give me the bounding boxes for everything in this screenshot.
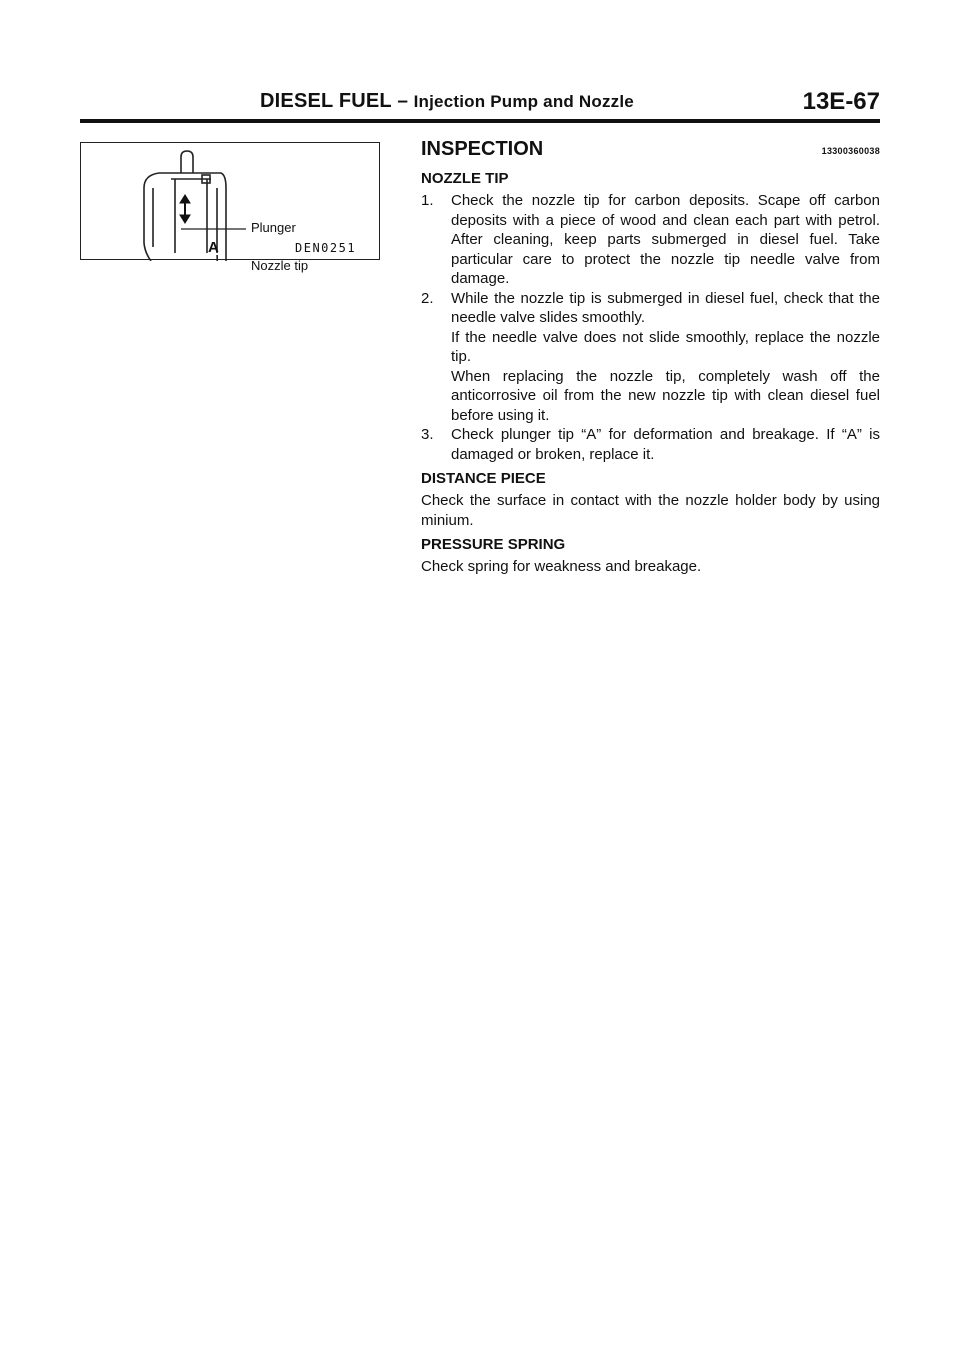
step-1 <box>421 191 880 289</box>
step-paragraph: Check plunger tip “A” for deformation and breakage. If “A” is damaged or broken, replace it. <box>451 426 880 463</box>
distance-piece-text: Check the surface in contact with the nozzle holder body by using minium. <box>421 492 880 529</box>
inspection-section <box>421 138 880 581</box>
inspection-code: 13300360038 <box>821 146 880 156</box>
plunger-label: Plunger <box>251 220 296 235</box>
nozzle-tip-steps <box>421 191 880 464</box>
step-paragraph: If the needle valve does not slide smoothly, replace the nozzle tip. <box>451 328 880 365</box>
distance-piece-heading: DISTANCE PIECE <box>421 470 546 487</box>
header-title-dash: – <box>397 91 409 112</box>
step-number: 2. <box>421 289 434 307</box>
page-header <box>80 88 880 118</box>
inspection-heading <box>421 138 880 164</box>
step-paragraph: While the nozzle tip is submerged in diesel fuel, check that the needle valve slides smoothly. <box>451 289 880 326</box>
pressure-spring-heading: PRESSURE SPRING <box>421 536 566 553</box>
up-down-arrow-icon <box>180 195 190 223</box>
step-paragraph: When replacing the nozzle tip, completely wash off the anticorrosive oil from the new nozzle tip with clean diesel fuel before using it. <box>451 367 880 424</box>
nozzle-figure <box>80 142 380 273</box>
header-title-main: DIESEL FUEL <box>260 90 392 112</box>
step-3 <box>421 425 880 464</box>
nozzle-tip-label: Nozzle tip <box>251 258 309 273</box>
header-title <box>260 90 634 113</box>
step-number: 1. <box>421 192 434 209</box>
header-title-sub: Injection Pump and Nozzle <box>413 92 634 111</box>
header-rule <box>80 119 880 123</box>
step-2 <box>421 289 880 426</box>
pressure-spring-text: Check spring for weakness and breakage. <box>421 558 702 575</box>
nozzle-tip-heading: NOZZLE TIP <box>421 170 509 187</box>
step-paragraph: Check the nozzle tip for carbon deposits. Scape off carbon deposits with a piece of wood and clean each part with petrol. After cleaning, keep parts submerged in diesel fuel. Take particular care to protect the nozzle tip needle valve from damage. <box>451 192 880 287</box>
figure-code: DEN0251 <box>295 241 357 255</box>
inspection-heading-text: INSPECTION <box>421 138 544 160</box>
page-number: 13E-67 <box>802 88 880 115</box>
callout-a: A <box>208 239 219 256</box>
step-number: 3. <box>421 426 434 443</box>
